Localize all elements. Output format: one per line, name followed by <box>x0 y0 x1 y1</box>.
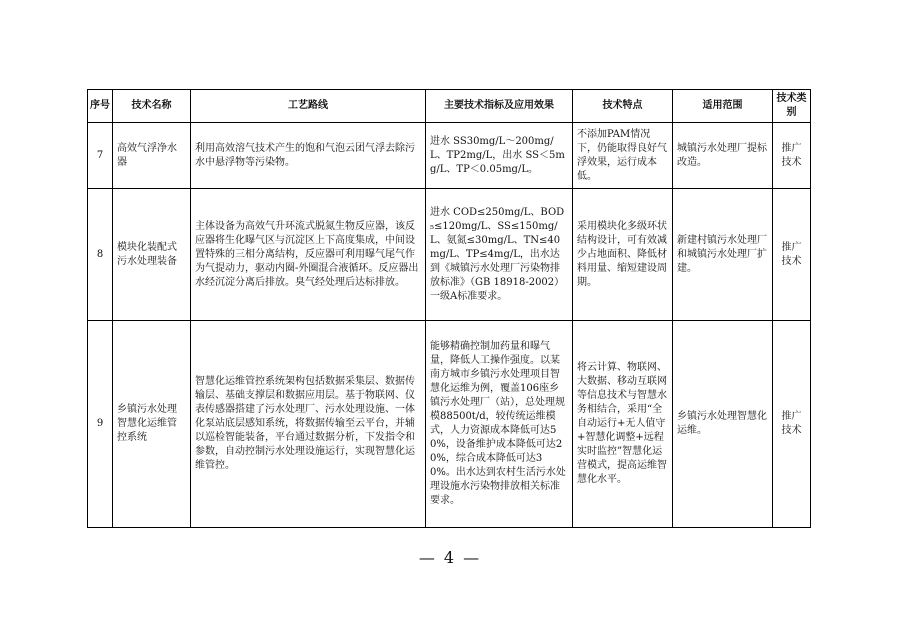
row-index: 7 <box>88 123 113 189</box>
row-index: 8 <box>88 189 113 321</box>
row-index: 9 <box>88 321 113 528</box>
row-indicators: 能够精确控制加药量和曝气量，降低人工操作强度。以某南方城市乡镇污水处理项目智慧化运维为例，覆盖106座乡镇污水处理厂（站），总处理规模88500t/d，较传统运维模式，人力资源成本降低可达50%，设备维护成本降低可达20%，综合成本降低可达30%。出水达到农村生活污水处理设施水污染物排放相关标准要求。 <box>426 321 573 528</box>
row-process: 主体设备为高效气升环流式脱氮生物反应器，该反应器将生化曝气区与沉淀区上下高度集成，中间设置特殊的三相分离结构，反应器可利用曝气尾气作为气提动力，驱动内圈-外圈混合液循环。反应器出水经沉淀分离后排放。臭气经处理后达标排放。 <box>191 189 426 321</box>
row-name: 模块化装配式污水处理装备 <box>113 189 191 321</box>
header-scope: 适用范围 <box>673 90 773 123</box>
table-row <box>88 189 811 321</box>
table-row <box>88 123 811 189</box>
header-category: 技术类别 <box>773 90 811 123</box>
page-number: — 4 — <box>418 548 482 567</box>
header-process: 工艺路线 <box>191 90 426 123</box>
row-scope: 乡镇污水处理智慧化运维。 <box>673 321 773 528</box>
row-process: 利用高效溶气技术产生的饱和气泡云团气浮去除污水中悬浮物等污染物。 <box>191 123 426 189</box>
row-features: 不添加PAM情况下，仍能取得良好气浮效果，运行成本低。 <box>573 123 673 189</box>
row-scope: 新建村镇污水处理厂和城镇污水处理厂扩建。 <box>673 189 773 321</box>
row-process: 智慧化运维管控系统架构包括数据采集层、数据传输层、基础支撑层和数据应用层。基于物联网、仪表传感器搭建了污水处理厂、污水处理设施、一体化泵站底层感知系统，将数据传输至云平台，并辅以巡检智能装备，平台通过数据分析，下发指令和参数，自动控制污水处理设施运行，实现智慧化运维管控。 <box>191 321 426 528</box>
table-header-row <box>88 90 811 123</box>
row-scope: 城镇污水处理厂提标改造。 <box>673 123 773 189</box>
header-index: 序号 <box>88 90 113 123</box>
row-category: 推广技术 <box>773 321 811 528</box>
row-name: 乡镇污水处理智慧化运维管控系统 <box>113 321 191 528</box>
row-category: 推广技术 <box>773 189 811 321</box>
row-name: 高效气浮净水器 <box>113 123 191 189</box>
table-row <box>88 321 811 528</box>
header-name: 技术名称 <box>113 90 191 123</box>
row-indicators: 进水 SS30mg/L～200mg/L、TP2mg/L，出水 SS＜5mg/L、TP＜0.05mg/L。 <box>426 123 573 189</box>
row-features: 将云计算、物联网、大数据、移动互联网等信息技术与智慧水务相结合，采用“全自动运行+无人值守+智慧化调整+远程实时监控”智慧化运营模式，提高运维智慧化水平。 <box>573 321 673 528</box>
technology-table <box>87 89 811 528</box>
header-indicators: 主要技术指标及应用效果 <box>426 90 573 123</box>
row-features: 采用模块化多级环状结构设计，可有效减少占地面积、降低材料用量、缩短建设周期。 <box>573 189 673 321</box>
header-features: 技术特点 <box>573 90 673 123</box>
row-category: 推广技术 <box>773 123 811 189</box>
row-indicators: 进水 COD≤250mg/L、BOD₅≤120mg/L、SS≤150mg/L、氨氮≤30mg/L、TN≤40mg/L、TP≤4mg/L，出水达到《城镇污水处理厂污染物排放标准》（GB 18918-2002）一级A标准要求。 <box>426 189 573 321</box>
